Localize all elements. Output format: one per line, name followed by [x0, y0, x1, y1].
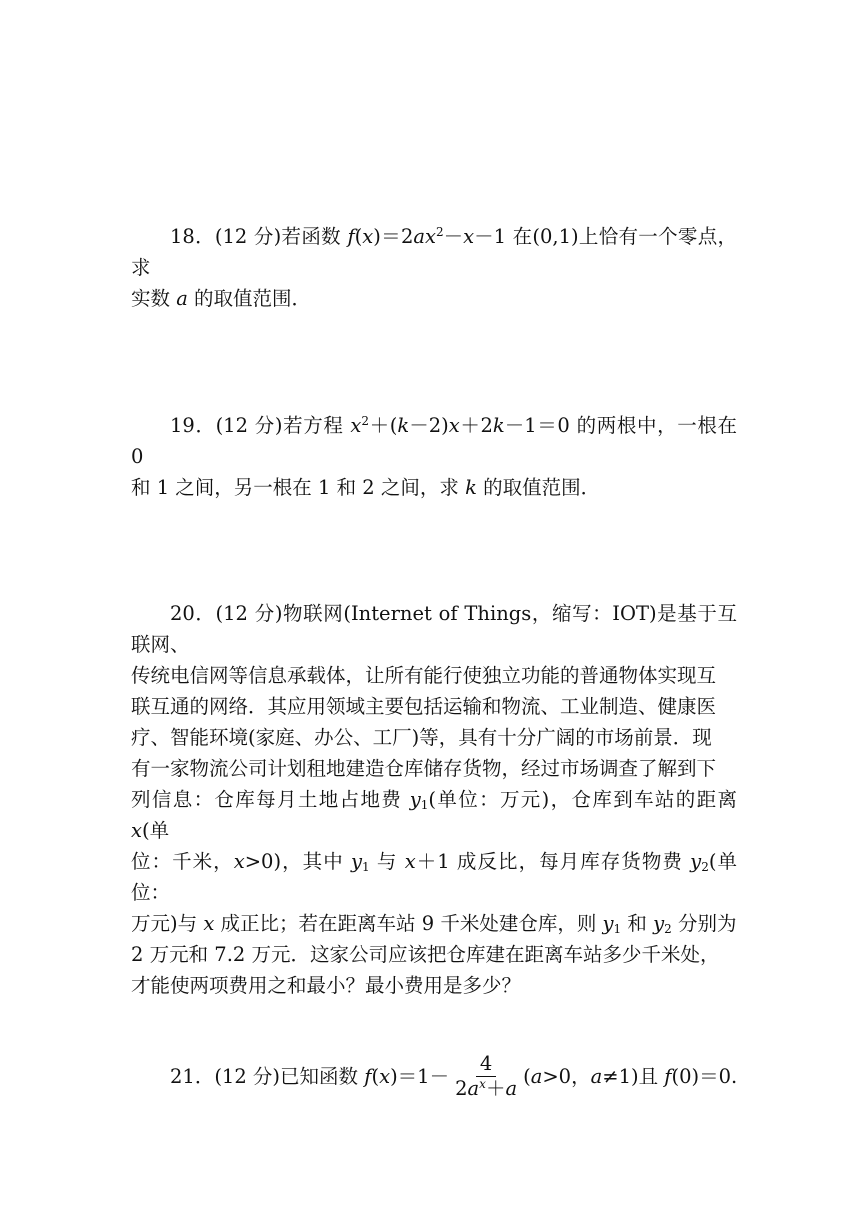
problem-21-line-1	[131, 1052, 771, 1101]
problem-18-line-2: 实数 a 的取值范围．	[131, 287, 312, 310]
problem-20-line-1: 20．(12 分)物联网(Internet of Things，缩写：IOT)是基于互联网、	[131, 602, 737, 656]
fraction-denominator: $2a^x+a$	[455, 1077, 518, 1100]
fraction	[451, 1052, 521, 1101]
problem-20-line-7: 位：千米，x>0)，其中 $y_1$ 与 x＋1 成反比，每月库存货物费 $y_2$(单位：	[131, 850, 737, 904]
problem-20-line-9: 2 万元和 7.2 万元．这家公司应该把仓库建在距离车站多少千米处，	[131, 943, 720, 966]
problem-20-line-3: 联互通的网络．其应用领域主要包括运输和物流、工业制造、健康医	[131, 695, 717, 718]
problem-20-line-4: 疗、智能环境(家庭、办公、工厂)等，具有十分广阔的市场前景．现	[131, 726, 712, 749]
problem-20-line-8: 万元)与 x 成正比；若在距离车站 9 千米处建仓库，则 $y_1$ 和 $y_2$ 分别为	[131, 912, 737, 936]
problem-21-suffix: (a>0，a≠1)且 f(0)＝0.	[523, 1065, 738, 1088]
problem-21	[131, 1052, 771, 1101]
problem-20	[131, 598, 737, 1001]
problem-20-line-6: 列信息：仓库每月土地占地费 $y_1$(单位：万元)，仓库到车站的距离 x(单	[131, 788, 738, 842]
problem-20-line-10: 才能使两项费用之和最小？最小费用是多少？	[131, 974, 522, 997]
fraction-numerator: 4	[476, 1052, 496, 1077]
problem-19	[131, 410, 737, 503]
problem-20-line-2: 传统电信网等信息承载体，让所有能行使独立功能的普通物体实现互	[131, 664, 717, 687]
problem-18-line-1: 18．(12 分)若函数 $f(x)=2ax^2-x-1$ 在(0,1)上恰有一个零点，求	[131, 225, 737, 279]
problem-19-line-2: 和 1 之间，另一根在 1 和 2 之间，求 k 的取值范围．	[131, 476, 601, 499]
problem-20-line-5: 有一家物流公司计划租地建造仓库储存货物，经过市场调查了解到下	[131, 757, 717, 780]
problem-18	[131, 221, 737, 314]
problem-19-line-1: 19．(12 分)若方程 $x^2+(k-2)x+2k-1=0$ 的两根中，一根在 0	[131, 414, 737, 468]
problem-21-prefix: 21．(12 分)已知函数 f(x)＝1－	[170, 1065, 450, 1088]
